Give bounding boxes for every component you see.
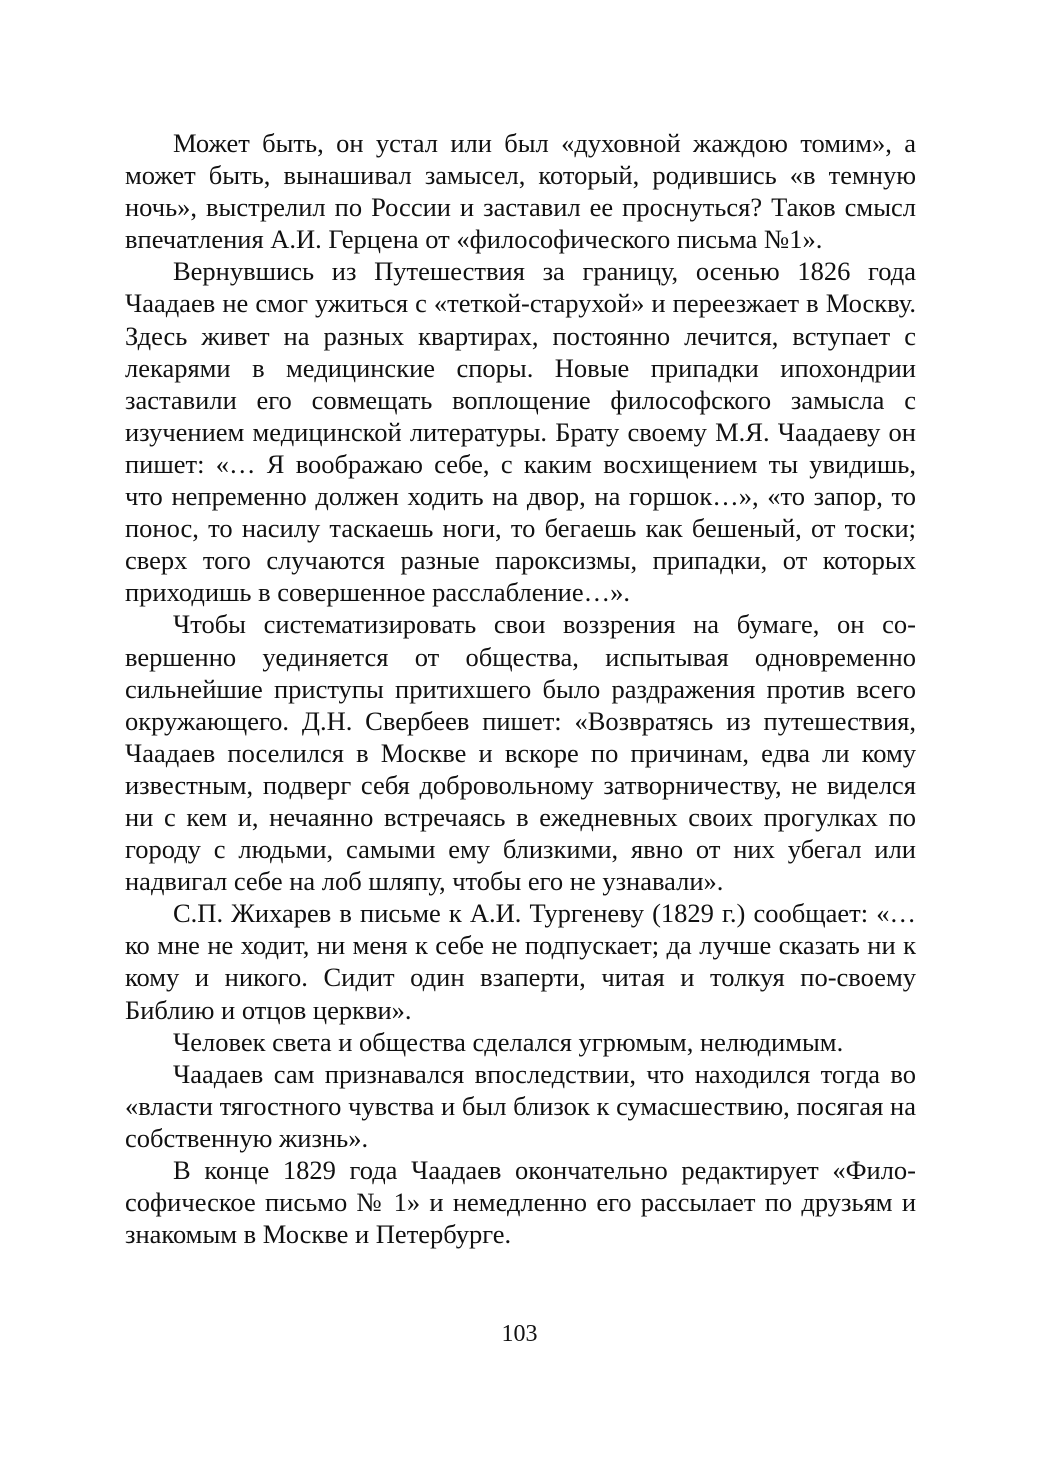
- page-number: 103: [501, 1321, 538, 1347]
- paragraph-3: Чтобы систематизировать свои воззрения на бумаге, он совершенно уединяется от общества, испытывая одновременно сильнейшие приступы притихшего было раздражения против всего окружающего. Д.Н. Свербеев пишет: «Возвратясь из путешествия, Чаадаев поселился в Москве и вскоре по причинам, едва ли кому известным, подверг себя добровольному затворничеству, не виделся ни с кем и, нечаянно встречаясь в ежедневных своих прогулках по городу с людьми, самыми ему близкими, явно от них убегал или надвигал себе на лоб шляпу, чтобы его не узнавали».: [125, 609, 916, 897]
- paragraph-7: В конце 1829 года Чаадаев окончательно редактирует «Философическое письмо № 1» и немедленно его рассылает по друзьям и знакомым в Москве и Петербурге.: [125, 1155, 916, 1250]
- paragraph-2: Вернувшись из Путешествия за границу, осенью 1826 года Чаадаев не смог ужиться с «теткой-старухой» и переезжает в Москву. Здесь живет на разных квартирах, постоянно лечится, вступает с лекарями в медицинские споры. Новые припадки ипохондрии заставили его совмещать воплощение философского замысла с изучением медицинской литературы. Брату своему М.Я. Чаадаеву он пишет: «… Я воображаю себе, с каким восхищением ты увидишь, что непременно должен ходить на двор, на горшок…», «то запор, то понос, то насилу таскаешь ноги, то бегаешь как бешеный, от тоски; сверх того случаются разные пароксизмы, припадки, от которых приходишь в совершенное расслабление…».: [125, 256, 916, 608]
- paragraph-5: Человек света и общества сделался угрюмым, нелюдимым.: [173, 1026, 844, 1057]
- paragraph-1: Может быть, он устал или был «духовной жаждою томим», а может быть, вынашивал замысел, который, родившись «в темную ночь», выстрелил по России и заставил ее проснуться? Таков смысл впечатления А.И. Герцена от «философического письма №1».: [125, 128, 916, 255]
- paragraph-6: Чаадаев сам признавался впоследствии, что находился тогда во «власти тягостного чувства и был близок к сумасшествию, посягая на собственную жизнь».: [125, 1058, 916, 1153]
- paragraph-4: С.П. Жихарев в письме к А.И. Тургеневу (1829 г.) сообщает: «… ко мне не ходит, ни меня к себе не подпускает; да лучше сказать ни к кому и никого. Сидит один взаперти, читая и толкуя по-своему Библию и отцов церкви».: [125, 898, 916, 1025]
- page-text-block: [125, 127, 916, 1250]
